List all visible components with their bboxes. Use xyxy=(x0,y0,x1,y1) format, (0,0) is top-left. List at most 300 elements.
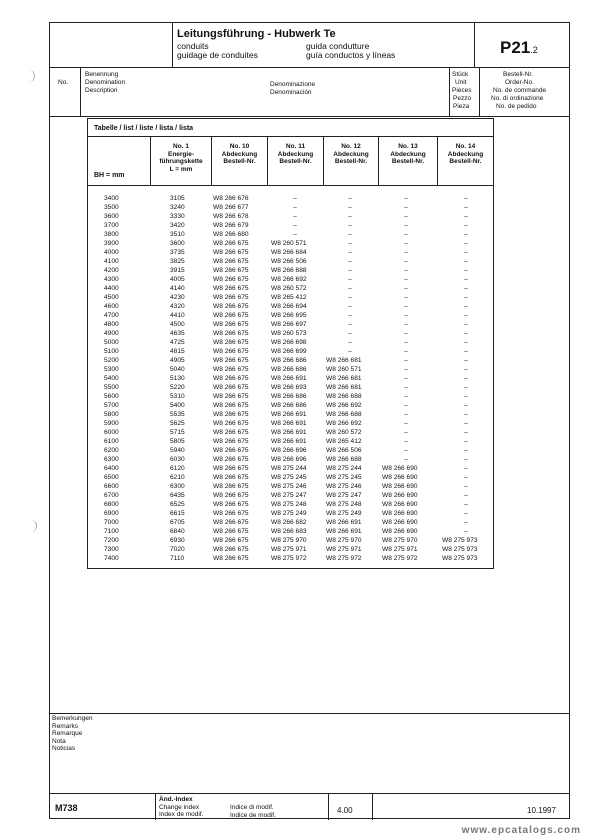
table-cell: W8 266 688 xyxy=(326,411,362,418)
table-cell: 6525 xyxy=(170,501,185,508)
table-cell: W8 266 686 xyxy=(271,402,307,409)
table-cell: W8 266 675 xyxy=(213,285,249,292)
table-cell: – xyxy=(348,285,352,292)
table-cell: W8 266 675 xyxy=(213,321,249,328)
table-cell: – xyxy=(404,321,408,328)
table-cell: 5220 xyxy=(170,384,185,391)
table-cell: 4905 xyxy=(170,357,185,364)
table-cell: W8 266 679 xyxy=(213,222,249,229)
table-cell: 4100 xyxy=(104,258,119,265)
table-cell: 3825 xyxy=(170,258,185,265)
table-cell: W8 275 970 xyxy=(271,537,307,544)
table-row xyxy=(88,275,493,284)
table-cell: – xyxy=(464,384,468,391)
table-cell: – xyxy=(404,393,408,400)
table-cell: – xyxy=(464,366,468,373)
table-cell: W8 266 506 xyxy=(271,258,307,265)
table-cell: W8 275 245 xyxy=(326,474,362,481)
table-cell: W8 266 677 xyxy=(213,204,249,211)
table-cell: – xyxy=(464,393,468,400)
table-cell: 4800 xyxy=(104,321,119,328)
header-no12-line2: Abdeckung xyxy=(333,150,369,158)
table-cell: 6900 xyxy=(104,510,119,517)
table-cell: W8 275 245 xyxy=(271,474,307,481)
table-cell: – xyxy=(404,222,408,229)
table-cell: W8 266 690 xyxy=(382,519,418,526)
table-row xyxy=(88,194,493,203)
table-cell: 6000 xyxy=(104,429,119,436)
header-no1-line4: L = mm xyxy=(169,165,193,173)
table-cell: 7400 xyxy=(104,555,119,562)
table-cell: – xyxy=(404,375,408,382)
table-cell: 4900 xyxy=(104,330,119,337)
table-cell: – xyxy=(464,330,468,337)
table-cell: W8 266 690 xyxy=(382,492,418,499)
table-cell: W8 275 971 xyxy=(271,546,307,553)
table-cell: 3735 xyxy=(170,249,185,256)
change-index-de: Änd.-Index xyxy=(159,796,193,803)
table-row xyxy=(88,509,493,518)
header-no12-line1: No. 12 xyxy=(341,143,361,150)
table-cell: 5900 xyxy=(104,420,119,427)
table-cell: – xyxy=(293,222,297,229)
table-cell: W8 266 686 xyxy=(271,366,307,373)
table-cell: W8 266 690 xyxy=(382,474,418,481)
table-cell: W8 266 675 xyxy=(213,528,249,535)
table-cell: W8 260 572 xyxy=(326,429,362,436)
order-label-fr: No. de commande xyxy=(493,87,547,94)
table-cell: 3420 xyxy=(170,222,185,229)
table-cell: W8 266 675 xyxy=(213,537,249,544)
table-cell: W8 266 675 xyxy=(213,249,249,256)
table-cell: W8 275 973 xyxy=(442,546,478,553)
table-row xyxy=(88,401,493,410)
qty-label-es: Pieza xyxy=(453,103,470,110)
table-cell: 4200 xyxy=(104,267,119,274)
table-cell: – xyxy=(404,447,408,454)
table-cell: 3800 xyxy=(104,231,119,238)
table-cell: W8 275 244 xyxy=(326,465,362,472)
subtitle-guia: guía conductos y líneas xyxy=(306,50,396,60)
table-cell: 5625 xyxy=(170,420,185,427)
table-cell: 6615 xyxy=(170,510,185,517)
table-cell: W8 266 675 xyxy=(213,330,249,337)
table-cell: – xyxy=(404,285,408,292)
header-no1-line1: No. 1 xyxy=(173,143,189,150)
header-no10-line1: No. 10 xyxy=(229,143,250,150)
table-cell: – xyxy=(404,411,408,418)
table-cell: W8 266 675 xyxy=(213,258,249,265)
table-cell: W8 266 675 xyxy=(213,483,249,490)
remarks-block xyxy=(52,715,92,753)
table-cell: W8 266 691 xyxy=(326,528,362,535)
table-cell: – xyxy=(464,204,468,211)
document-title: Leitungsführung - Hubwerk Te xyxy=(177,28,336,40)
table-cell: – xyxy=(348,258,352,265)
table-row xyxy=(88,482,493,491)
table-cell: W8 266 686 xyxy=(271,393,307,400)
table-caption: Tabelle / list / liste / lista / lista xyxy=(94,125,194,132)
table-cell: W8 275 248 xyxy=(326,501,362,508)
table-cell: – xyxy=(404,456,408,463)
table-row xyxy=(88,455,493,464)
table-cell: 6210 xyxy=(170,474,185,481)
table-cell: W8 266 678 xyxy=(213,213,249,220)
table-cell: 5400 xyxy=(104,375,119,382)
table-cell: 6700 xyxy=(104,492,119,499)
table-cell: W8 266 675 xyxy=(213,420,249,427)
table-cell: – xyxy=(404,366,408,373)
change-index-es: Indice de modif. xyxy=(230,811,276,819)
table-cell: – xyxy=(404,249,408,256)
table-cell: – xyxy=(464,501,468,508)
table-cell: W8 275 249 xyxy=(326,510,362,517)
table-cell: 7020 xyxy=(170,546,185,553)
table-row xyxy=(88,356,493,365)
header-no12 xyxy=(324,143,378,166)
header-no13-line3: Bestell-Nr. xyxy=(391,158,425,166)
table-cell: W8 266 690 xyxy=(382,510,418,517)
table-cell: – xyxy=(464,420,468,427)
table-cell: W8 265 412 xyxy=(326,438,362,445)
table-cell: 3600 xyxy=(104,213,119,220)
qty-label-de: Stück xyxy=(452,71,469,78)
table-cell: – xyxy=(464,195,468,202)
table-row xyxy=(88,293,493,302)
table-cell: 5535 xyxy=(170,411,185,418)
table-cell: – xyxy=(293,195,297,202)
table-cell: – xyxy=(464,294,468,301)
table-cell: 6800 xyxy=(104,501,119,508)
table-cell: – xyxy=(464,429,468,436)
subtitle-guidage: guidage de conduites xyxy=(177,50,258,60)
table-cell: – xyxy=(404,267,408,274)
table-cell: – xyxy=(464,249,468,256)
table-cell: – xyxy=(464,492,468,499)
remarks-fr: Remarque xyxy=(52,730,83,738)
table-cell: – xyxy=(348,195,352,202)
table-cell: – xyxy=(293,231,297,238)
table-cell: W8 266 691 xyxy=(271,438,307,445)
table-cell: 5310 xyxy=(170,393,185,400)
table-cell: W8 275 972 xyxy=(271,555,307,562)
table-cell: – xyxy=(348,312,352,319)
table-cell: W8 266 681 xyxy=(326,384,362,391)
table-row xyxy=(88,428,493,437)
table-cell: 4320 xyxy=(170,303,185,310)
table-cell: – xyxy=(464,222,468,229)
subtitle-conduits: conduits xyxy=(177,41,209,51)
table-cell: W8 275 247 xyxy=(271,492,307,499)
table-row xyxy=(88,473,493,482)
table-cell: W8 266 691 xyxy=(271,411,307,418)
table-row xyxy=(88,500,493,509)
table-cell: – xyxy=(464,276,468,283)
header-no13-line1: No. 13 xyxy=(398,143,418,150)
table-cell: W8 275 972 xyxy=(382,555,418,562)
header-no13 xyxy=(379,143,437,166)
table-cell: – xyxy=(464,231,468,238)
change-index-en: Change index xyxy=(159,803,200,811)
table-cell: W8 266 675 xyxy=(213,240,249,247)
table-cell: – xyxy=(348,330,352,337)
qty-label-it: Pezzo xyxy=(453,95,472,102)
table-cell: 5805 xyxy=(170,438,185,445)
table-cell: – xyxy=(293,204,297,211)
table-cell: 4635 xyxy=(170,330,185,337)
table-row xyxy=(88,257,493,266)
table-cell: W8 266 675 xyxy=(213,303,249,310)
table-cell: W8 266 675 xyxy=(213,366,249,373)
remarks-de: Bemerkungen xyxy=(52,715,93,722)
header-no12-line3: Bestell-Nr. xyxy=(334,158,368,166)
table-cell: W8 266 698 xyxy=(271,339,307,346)
designation-es: Denominación xyxy=(270,89,312,96)
punch-hole-bottom xyxy=(26,520,37,532)
table-cell: W8 266 675 xyxy=(213,402,249,409)
table-cell: 5800 xyxy=(104,411,119,418)
table-cell: 7000 xyxy=(104,519,119,526)
table-cell: – xyxy=(404,429,408,436)
bh-label: BH = mm xyxy=(94,172,125,179)
table-cell: 3330 xyxy=(170,213,185,220)
col-no-label: No. xyxy=(58,79,69,86)
table-cell: W8 266 696 xyxy=(271,456,307,463)
table-cell: W8 275 970 xyxy=(382,537,418,544)
table-cell: – xyxy=(348,204,352,211)
table-row xyxy=(88,374,493,383)
table-cell: W8 266 506 xyxy=(326,447,362,454)
table-cell: 5130 xyxy=(170,375,185,382)
table-cell: 5040 xyxy=(170,366,185,373)
qty-label-en: Unit xyxy=(455,79,467,86)
table-cell: W8 266 691 xyxy=(271,429,307,436)
table-cell: – xyxy=(404,204,408,211)
table-cell: 3240 xyxy=(170,204,185,211)
table-cell: – xyxy=(464,285,468,292)
index-value: 4.00 xyxy=(337,806,353,815)
table-cell: 3500 xyxy=(104,204,119,211)
table-cell: – xyxy=(404,384,408,391)
table-cell: – xyxy=(404,402,408,409)
table-row xyxy=(88,536,493,545)
table-cell: W8 266 675 xyxy=(213,393,249,400)
table-cell: – xyxy=(464,483,468,490)
table-row xyxy=(88,212,493,221)
table-cell: 4000 xyxy=(104,249,119,256)
table-cell: 4600 xyxy=(104,303,119,310)
table-row xyxy=(88,284,493,293)
table-cell: – xyxy=(464,303,468,310)
table-row xyxy=(88,320,493,329)
table-row xyxy=(88,527,493,536)
header-no1 xyxy=(151,143,211,173)
table-cell: 7300 xyxy=(104,546,119,553)
table-cell: – xyxy=(404,357,408,364)
table-cell: W8 275 247 xyxy=(326,492,362,499)
table-cell: W8 266 675 xyxy=(213,546,249,553)
order-label-en: Order-No. xyxy=(505,79,534,86)
table-cell: 6030 xyxy=(170,456,185,463)
header-no14-line1: No. 14 xyxy=(455,143,476,150)
table-cell: – xyxy=(348,276,352,283)
table-cell: 6120 xyxy=(170,465,185,472)
table-cell: 4500 xyxy=(104,294,119,301)
order-label-it: No. di ordinazione xyxy=(491,95,544,102)
page-code-suffix: .2 xyxy=(530,45,538,55)
table-cell: 4700 xyxy=(104,312,119,319)
designation-de: Benennung xyxy=(85,71,119,78)
table-row xyxy=(88,221,493,230)
table-cell: W8 266 681 xyxy=(326,357,362,364)
header-no13-line2: Abdeckung xyxy=(390,150,426,158)
subtitle-guida: guida condutture xyxy=(306,41,370,51)
table-cell: 3510 xyxy=(170,231,185,238)
table-cell: – xyxy=(464,528,468,535)
header-no11-line2: Abdeckung xyxy=(277,150,314,158)
table-cell: 6500 xyxy=(104,474,119,481)
table-cell: – xyxy=(404,438,408,445)
header-no14 xyxy=(438,143,493,166)
table-cell: – xyxy=(348,294,352,301)
header-no11-line1: No. 11 xyxy=(285,143,306,150)
table-cell: W8 266 684 xyxy=(271,249,307,256)
table-cell: – xyxy=(404,330,408,337)
table-cell: – xyxy=(404,213,408,220)
table-cell: 4410 xyxy=(170,312,185,319)
table-cell: – xyxy=(404,303,408,310)
table-cell: W8 266 675 xyxy=(213,294,249,301)
table-cell: – xyxy=(404,348,408,355)
table-cell: 5600 xyxy=(104,393,119,400)
table-cell: W8 266 690 xyxy=(382,501,418,508)
table-row xyxy=(88,230,493,239)
table-cell: – xyxy=(464,357,468,364)
header-no1-line3: führungskette xyxy=(159,158,203,166)
table-cell: – xyxy=(404,231,408,238)
table-cell: – xyxy=(348,249,352,256)
table-cell: W8 266 690 xyxy=(382,528,418,535)
header-no10-line3: Bestell-Nr. xyxy=(223,158,256,166)
table-cell: – xyxy=(404,195,408,202)
table-cell: 5940 xyxy=(170,447,185,454)
table-cell: 3915 xyxy=(170,267,185,274)
table-cell: W8 266 675 xyxy=(213,357,249,364)
table-cell: 3105 xyxy=(170,195,185,202)
table-cell: W8 266 688 xyxy=(326,393,362,400)
model-number: M738 xyxy=(55,803,78,813)
table-cell: W8 266 692 xyxy=(326,402,362,409)
table-cell: 3400 xyxy=(104,195,119,202)
table-cell: – xyxy=(464,240,468,247)
table-cell: W8 266 675 xyxy=(213,555,249,562)
table-cell: – xyxy=(464,213,468,220)
header-no11 xyxy=(268,143,323,166)
qty-label-fr: Pièces xyxy=(452,87,472,94)
table-cell: 6705 xyxy=(170,519,185,526)
table-cell: 3900 xyxy=(104,240,119,247)
table-row xyxy=(88,392,493,401)
table-cell: W8 266 688 xyxy=(271,267,307,274)
table-cell: 5100 xyxy=(104,348,119,355)
table-cell: – xyxy=(348,240,352,247)
table-row xyxy=(88,446,493,455)
table-cell: W8 266 680 xyxy=(213,231,249,238)
table-cell: W8 275 970 xyxy=(326,537,362,544)
table-cell: 3700 xyxy=(104,222,119,229)
table-cell: – xyxy=(348,213,352,220)
table-cell: W8 266 681 xyxy=(326,375,362,382)
table-cell: W8 266 691 xyxy=(271,375,307,382)
header-no10-line2: Abdeckung xyxy=(221,150,258,158)
table-cell: – xyxy=(464,402,468,409)
table-row xyxy=(88,545,493,554)
table-cell: W8 266 694 xyxy=(271,303,307,310)
table-cell: W8 266 675 xyxy=(213,474,249,481)
table-row xyxy=(88,248,493,257)
table-cell: W8 266 690 xyxy=(382,465,418,472)
table-row xyxy=(88,266,493,275)
table-cell: 6200 xyxy=(104,447,119,454)
table-cell: W8 260 573 xyxy=(271,330,307,337)
table-cell: – xyxy=(404,339,408,346)
change-index-labels xyxy=(159,796,203,819)
table-cell: W8 266 675 xyxy=(213,519,249,526)
table-cell: 6300 xyxy=(104,456,119,463)
table-cell: W8 266 675 xyxy=(213,339,249,346)
table-cell: – xyxy=(464,339,468,346)
page-code: P21.2 xyxy=(500,38,538,57)
table-cell: W8 266 699 xyxy=(271,348,307,355)
table-cell: 4400 xyxy=(104,285,119,292)
table-row xyxy=(88,302,493,311)
table-cell: 5000 xyxy=(104,339,119,346)
table-cell: W8 266 695 xyxy=(271,312,307,319)
watermark: www.epcatalogs.com xyxy=(461,825,581,836)
table-cell: W8 266 676 xyxy=(213,195,249,202)
table-cell: W8 266 675 xyxy=(213,384,249,391)
table-cell: 3600 xyxy=(170,240,185,247)
table-cell: 4140 xyxy=(170,285,185,292)
table-cell: 4725 xyxy=(170,339,185,346)
table-cell: W8 275 244 xyxy=(271,465,307,472)
table-cell: W8 275 971 xyxy=(382,546,418,553)
table-cell: – xyxy=(464,474,468,481)
table-row xyxy=(88,419,493,428)
table-cell: 5200 xyxy=(104,357,119,364)
table-cell: W8 266 690 xyxy=(382,483,418,490)
table-cell: 4300 xyxy=(104,276,119,283)
table-cell: – xyxy=(464,447,468,454)
table-cell: – xyxy=(404,420,408,427)
table-cell: 5400 xyxy=(170,402,185,409)
designation-en: Denomination xyxy=(85,79,126,86)
table-row xyxy=(88,329,493,338)
table-cell: W8 266 675 xyxy=(213,501,249,508)
table-cell: W8 266 683 xyxy=(271,528,307,535)
table-cell: W8 275 249 xyxy=(271,510,307,517)
table-cell: W8 266 675 xyxy=(213,348,249,355)
table-row xyxy=(88,491,493,500)
table-cell: – xyxy=(348,231,352,238)
table-cell: W8 266 675 xyxy=(213,429,249,436)
order-label-es: No. de pedido xyxy=(496,103,537,110)
table-cell: W8 275 973 xyxy=(442,537,478,544)
table-cell: – xyxy=(464,438,468,445)
table-cell: – xyxy=(348,222,352,229)
table-cell: – xyxy=(404,312,408,319)
table-cell: W8 266 688 xyxy=(326,456,362,463)
